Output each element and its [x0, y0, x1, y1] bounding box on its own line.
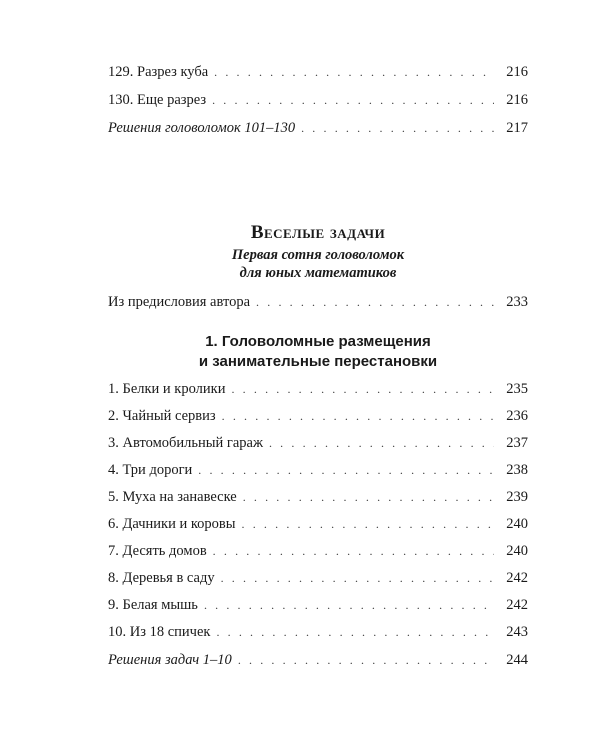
- toc-entry-label: 6. Дачники и коровы: [108, 514, 242, 534]
- leader-dots: [222, 406, 494, 426]
- toc-solutions-entry: [108, 650, 528, 670]
- toc-entry-label: Решения задач 1–10: [108, 650, 238, 670]
- leader-dots: [212, 90, 494, 110]
- toc-entry-page: 239: [506, 489, 528, 505]
- toc-entry-label: 10. Из 18 спичек: [108, 622, 216, 642]
- toc-entry: [108, 487, 528, 507]
- toc-entry-page: 217: [506, 120, 528, 136]
- leader-dots: [243, 487, 494, 507]
- toc-entry-label: Решения головоломок 101–130: [108, 118, 301, 138]
- leader-dots: [213, 541, 494, 561]
- chapter-title-line1: 1. Головоломные размещения: [205, 333, 431, 350]
- chapter-title-line2: и занимательные перестановки: [198, 353, 438, 370]
- toc-entry-page: 242: [506, 597, 528, 613]
- toc-entry-label: 4. Три дороги: [108, 460, 198, 480]
- toc-entry-label: 5. Муха на занавеске: [108, 487, 243, 507]
- leader-dots: [238, 650, 494, 670]
- toc-entry: [108, 62, 528, 82]
- toc-entry: [108, 568, 528, 588]
- section-subtitle-line2: для юных математиков: [239, 265, 397, 281]
- toc-entry: [108, 541, 528, 561]
- toc-entry-page: 240: [506, 516, 528, 532]
- toc-preface-entry: [108, 292, 528, 312]
- toc-entry: [108, 406, 528, 426]
- leader-dots: [269, 433, 494, 453]
- toc-entry: [108, 514, 528, 534]
- toc-entry-label: 9. Белая мышь: [108, 595, 204, 615]
- toc-entry-label: 3. Автомобильный гараж: [108, 433, 269, 453]
- toc-entry: [108, 622, 528, 642]
- toc-entry-label: 2. Чайный сервиз: [108, 406, 222, 426]
- leader-dots: [221, 568, 494, 588]
- toc-entry-label: 1. Белки и кролики: [108, 379, 231, 399]
- toc-entry-label: 130. Еще разрез: [108, 90, 212, 110]
- toc-entry: [108, 90, 528, 110]
- section-title: Веселые задачи: [250, 222, 386, 243]
- leader-dots: [242, 514, 494, 534]
- toc-entry: [108, 595, 528, 615]
- toc-entry-label: 129. Разрез куба: [108, 62, 214, 82]
- toc-entry-page: 242: [506, 570, 528, 586]
- toc-solutions-entry: [108, 118, 528, 138]
- toc-entry-page: 238: [506, 462, 528, 478]
- leader-dots: [256, 292, 494, 312]
- toc-entry-page: 216: [506, 92, 528, 108]
- toc-entry: [108, 433, 528, 453]
- toc-entry-label: 8. Деревья в саду: [108, 568, 221, 588]
- toc-entry-page: 233: [506, 294, 528, 310]
- toc-entry-label: 7. Десять домов: [108, 541, 213, 561]
- toc-entry-page: 237: [506, 435, 528, 451]
- toc-entry-page: 240: [506, 543, 528, 559]
- leader-dots: [216, 622, 494, 642]
- toc-entry: [108, 379, 528, 399]
- toc-entry: [108, 460, 528, 480]
- leader-dots: [301, 118, 494, 138]
- toc-entry-page: 236: [506, 408, 528, 424]
- leader-dots: [214, 62, 494, 82]
- leader-dots: [231, 379, 494, 399]
- leader-dots: [198, 460, 494, 480]
- toc-entry-page: 216: [506, 64, 528, 80]
- toc-entry-page: 243: [506, 624, 528, 640]
- leader-dots: [204, 595, 494, 615]
- toc-entry-label: Из предисловия автора: [108, 292, 256, 312]
- section-subtitle-line1: Первая сотня головоломок: [231, 247, 405, 263]
- toc-entry-page: 235: [506, 381, 528, 397]
- toc-entry-page: 244: [506, 652, 528, 668]
